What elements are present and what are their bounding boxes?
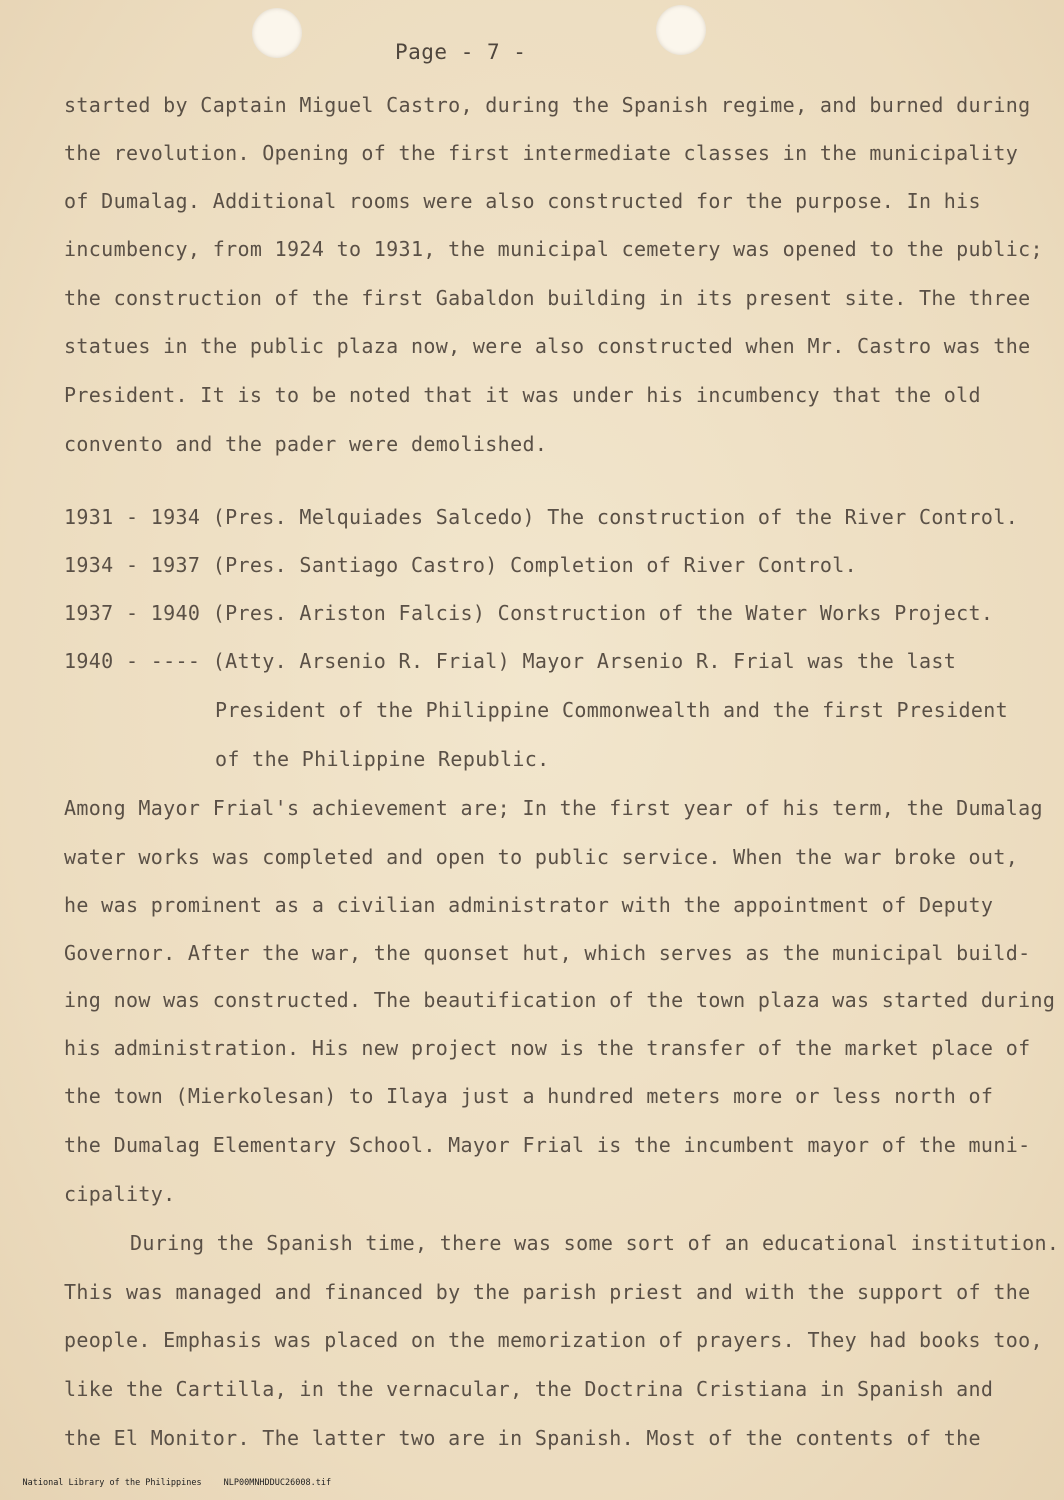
timeline-continuation: of the Philippine Republic. (215, 747, 550, 771)
text-line: statues in the public plaza now, were also constructed when Mr. Castro was the (64, 334, 1031, 358)
footer-file-id: NLP00MNHDDUC26008.tif (223, 1478, 332, 1488)
text-line: like the Cartilla, in the vernacular, the Doctrina Cristiana in Spanish and (64, 1377, 994, 1401)
text-line: the Dumalag Elementary School. Mayor Frial is the incumbent mayor of the muni- (64, 1133, 1031, 1157)
text-line: President. It is to be noted that it was under his incumbency that the old (64, 383, 981, 407)
timeline-entry: 1934 - 1937 (Pres. Santiago Castro) Completion of River Control. (64, 553, 858, 577)
text-line: people. Emphasis was placed on the memorization of prayers. They had books too, (64, 1328, 1043, 1352)
text-line: convento and the pader were demolished. (64, 432, 548, 456)
punch-hole-right (656, 5, 706, 55)
text-line: his administration. His new project now is the transfer of the market place of (64, 1036, 1031, 1060)
text-line: he was prominent as a civilian administrator with the appointment of Deputy (64, 893, 994, 917)
timeline-entry: 1937 - 1940 (Pres. Ariston Falcis) Construction of the Water Works Project. (64, 601, 994, 625)
text-line: the construction of the first Gabaldon building in its present site. The three (64, 286, 1031, 310)
text-line: incumbency, from 1924 to 1931, the municipal cemetery was opened to the public; (64, 237, 1043, 261)
page-number: Page - 7 - (395, 40, 527, 64)
text-line: the town (Mierkolesan) to Ilaya just a hundred meters more or less north of (64, 1084, 994, 1108)
timeline-entry: 1940 - ---- (Atty. Arsenio R. Frial) Mayor Arsenio R. Frial was the last (64, 649, 957, 673)
text-line: cipality. (64, 1182, 176, 1206)
text-line: water works was completed and open to public service. When the war broke out, (64, 845, 1019, 869)
text-line: ing now was constructed. The beautification of the town plaza was started during (64, 988, 1056, 1012)
text-line: the El Monitor. The latter two are in Spanish. Most of the contents of the (64, 1426, 981, 1450)
text-line: Among Mayor Frial's achievement are; In the first year of his term, the Dumalag (64, 796, 1043, 820)
text-line: the revolution. Opening of the first intermediate classes in the municipality (64, 141, 1019, 165)
timeline-continuation: President of the Philippine Commonwealth and the first President (215, 698, 1009, 722)
text-line: During the Spanish time, there was some sort of an educational institution. (130, 1231, 1060, 1255)
text-line: Governor. After the war, the quonset hut, which serves as the municipal build- (64, 941, 1031, 965)
punch-hole-left (252, 8, 302, 58)
timeline-entry: 1931 - 1934 (Pres. Melquiades Salcedo) The construction of the River Control. (64, 505, 1019, 529)
text-line: started by Captain Miguel Castro, during the Spanish regime, and burned during (64, 93, 1031, 117)
scan-footer (2, 1468, 353, 1498)
text-line: of Dumalag. Additional rooms were also constructed for the purpose. In his (64, 189, 981, 213)
text-line: This was managed and financed by the parish priest and with the support of the (64, 1280, 1031, 1304)
footer-library: National Library of the Philippines (22, 1478, 202, 1488)
